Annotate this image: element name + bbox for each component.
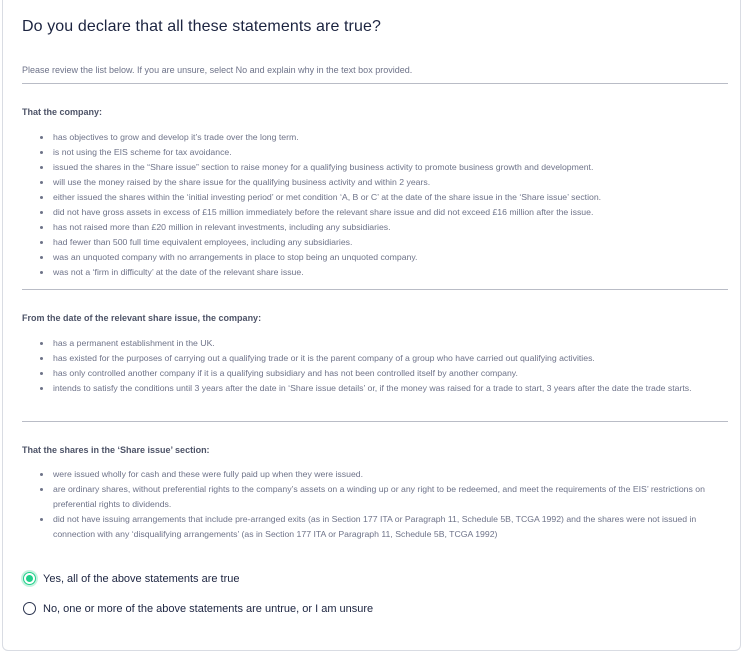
list-item: is not using the EIS scheme for tax avoidance. xyxy=(53,145,723,160)
section-list-shares xyxy=(37,467,723,542)
radio-option-yes[interactable] xyxy=(23,572,240,585)
divider xyxy=(22,289,728,290)
section-heading-company: That the company: xyxy=(22,107,103,117)
list-item: was an unquoted company with no arrangements in place to stop being an unquoted company. xyxy=(53,250,723,265)
list-item: has objectives to grow and develop it’s trade over the long term. xyxy=(53,130,723,145)
section-heading-from-date: From the date of the relevant share issue, the company: xyxy=(22,313,262,323)
list-item: was not a ‘firm in difficulty’ at the date of the relevant share issue. xyxy=(53,265,723,280)
divider xyxy=(22,421,728,422)
radio-option-no[interactable] xyxy=(23,602,373,615)
section-list-from-date xyxy=(37,336,723,396)
list-item: are ordinary shares, without preferential rights to the company’s assets on a winding up or any right to be redeemed, and meet the requirements of the EIS’ restrictions on preferential rights to dividends. xyxy=(53,482,723,512)
list-item: will use the money raised by the share issue for the qualifying business activity and within 2 years. xyxy=(53,175,723,190)
list-item: has only controlled another company if it is a qualifying subsidiary and has not been controlled itself by another company. xyxy=(53,366,723,381)
list-item: intends to satisfy the conditions until 3 years after the date in ‘Share issue details’ or, if the money was raised for a trade to start, 3 years after the date the trade starts. xyxy=(53,381,723,396)
list-item: either issued the shares within the ‘initial investing period’ or met condition ‘A, B or C’ at the date of the share issue in the ‘Share issue’ section. xyxy=(53,190,723,205)
list-item: has existed for the purposes of carrying out a qualifying trade or it is the parent company of a group who have carried out qualifying activities. xyxy=(53,351,723,366)
radio-label-yes[interactable]: Yes, all of the above statements are true xyxy=(43,572,240,585)
radio-button-icon[interactable] xyxy=(23,602,36,615)
radio-button-selected-icon[interactable] xyxy=(23,572,36,585)
list-item: did not have issuing arrangements that include pre-arranged exits (as in Section 177 ITA or Paragraph 11, Schedule 5B, TCGA 1992) and the shares were not issued in connection with any ‘disqualifying arrangements’ (as in Section 177 ITA or Paragraph 11, Schedule 5B, TCGA 1992) xyxy=(53,512,723,542)
list-item: had fewer than 500 full time equivalent employees, including any subsidiaries. xyxy=(53,235,723,250)
instructions-text: Please review the list below. If you are unsure, select No and explain why in the text box provided. xyxy=(22,65,413,75)
section-list-company xyxy=(37,130,723,280)
list-item: has not raised more than £20 million in relevant investments, including any subsidiaries. xyxy=(53,220,723,235)
list-item: issued the shares in the “Share issue” section to raise money for a qualifying business activity to promote business growth and development. xyxy=(53,160,723,175)
divider xyxy=(22,83,728,84)
declaration-card xyxy=(2,0,741,651)
list-item: did not have gross assets in excess of £15 million immediately before the relevant share issue and did not exceed £16 million after the issue. xyxy=(53,205,723,220)
page-title: Do you declare that all these statements are true? xyxy=(22,18,381,35)
section-heading-shares: That the shares in the ‘Share issue’ section: xyxy=(22,445,210,455)
list-item: has a permanent establishment in the UK. xyxy=(53,336,723,351)
radio-label-no[interactable]: No, one or more of the above statements are untrue, or I am unsure xyxy=(43,602,374,615)
list-item: were issued wholly for cash and these were fully paid up when they were issued. xyxy=(53,467,723,482)
radio-dot-icon xyxy=(26,575,33,582)
